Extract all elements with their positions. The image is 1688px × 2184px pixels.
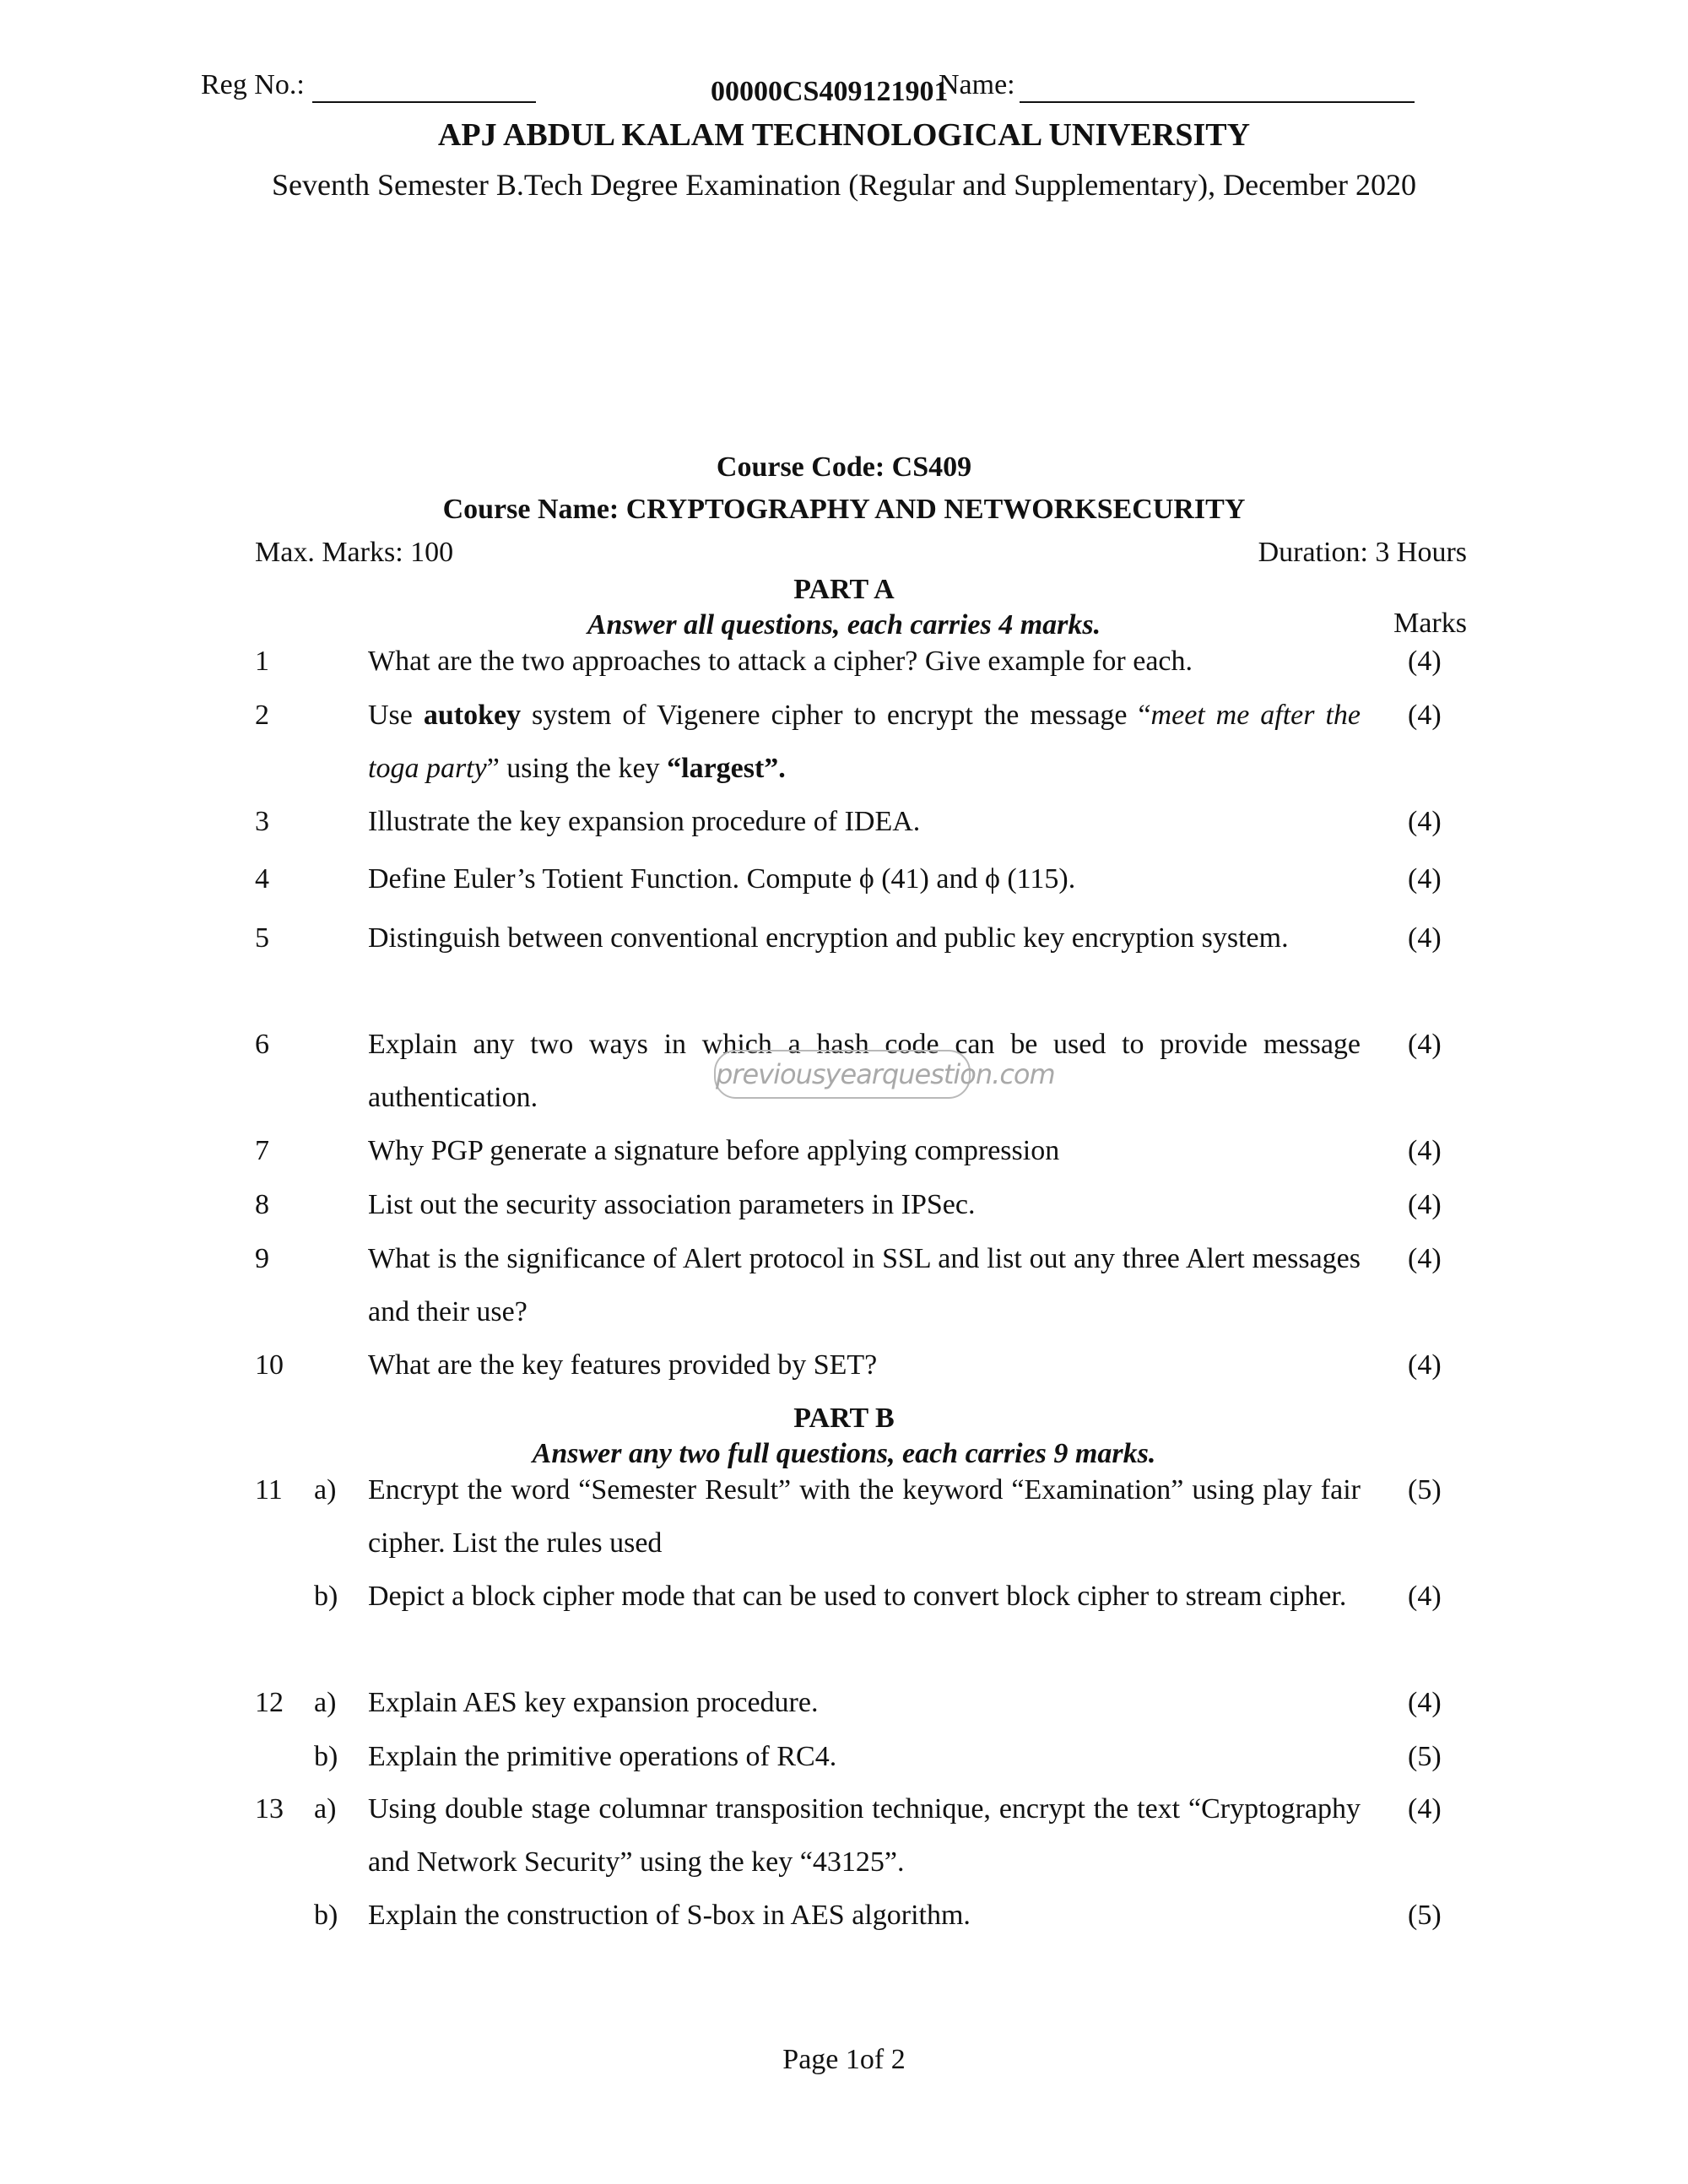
question-marks: (4): [1408, 922, 1442, 954]
course-code: Course Code: CS409: [716, 451, 972, 483]
question-number: 8: [255, 1189, 269, 1220]
question-text: Explain the construction of S-box in AES algorithm.: [368, 1900, 971, 1931]
key-largest: “largest”.: [667, 753, 786, 784]
marks-header: Marks: [1393, 608, 1467, 639]
question-number: 2: [255, 700, 269, 731]
question-marks: (4): [1408, 1135, 1442, 1166]
question-marks: (4): [1408, 806, 1442, 837]
part-a-title: PART A: [793, 574, 895, 605]
duration: Duration: 3 Hours: [1258, 537, 1467, 568]
watermark-logo: previousyearquestion.com: [714, 1050, 971, 1099]
question-number: 11: [255, 1474, 283, 1506]
question-text: What is the significance of Alert protocol in SSL and list out any three Alert messages and their use?: [368, 1243, 1361, 1327]
question-text: What are the key features provided by SET?: [368, 1349, 878, 1381]
question-marks: (5): [1408, 1474, 1442, 1506]
question-number: 10: [255, 1349, 284, 1381]
question-text: Explain the primitive operations of RC4.: [368, 1741, 837, 1772]
question-text: Use autokey system of Vigenere cipher to encrypt the message “meet me after the toga party” using the key “largest”.: [368, 700, 1361, 784]
sub-question-label: b): [314, 1581, 338, 1612]
question-text: List out the security association parameters in IPSec.: [368, 1189, 976, 1220]
question-marks: (4): [1408, 863, 1442, 895]
sub-question-label: a): [314, 1687, 337, 1718]
reg-no-blank: [312, 101, 536, 103]
name-label: Name:: [939, 69, 1015, 100]
name-blank: [1020, 101, 1415, 103]
question-text: Encrypt the word “Semester Result” with the keyword “Examination” using play fair cipher. List the rules used: [368, 1474, 1361, 1559]
question-marks: (4): [1408, 1349, 1442, 1381]
header-line: [0, 69, 1688, 111]
question-marks: (5): [1408, 1900, 1442, 1931]
question-text: Explain any two ways in which a hash code can be used to provide message authentication.: [368, 1029, 1361, 1113]
course-name: Course Name: CRYPTOGRAPHY AND NETWORKSECURITY: [442, 494, 1246, 525]
question-number: 3: [255, 806, 269, 837]
question-text: Explain AES key expansion procedure.: [368, 1687, 819, 1718]
question-number: 7: [255, 1135, 269, 1166]
question-marks: (4): [1408, 1687, 1442, 1718]
sub-question-label: a): [314, 1474, 337, 1506]
max-marks: Max. Marks: 100: [255, 537, 454, 568]
exam-title: Seventh Semester B.Tech Degree Examination (Regular and Supplementary), December 2020: [271, 168, 1417, 202]
part-b-title: PART B: [793, 1403, 895, 1434]
part-b-instruction: Answer any two full questions, each carries 9 marks.: [532, 1438, 1156, 1469]
question-number: 6: [255, 1029, 269, 1060]
sub-question-label: b): [314, 1741, 338, 1772]
question-text: What are the two approaches to attack a cipher? Give example for each.: [368, 646, 1193, 677]
keyword-autokey: autokey: [423, 700, 522, 731]
plaintext-message: meet me after the toga party: [368, 700, 1361, 784]
reg-no-label: Reg No.:: [201, 69, 305, 100]
question-marks: (4): [1408, 1793, 1442, 1825]
question-text: Using double stage columnar transposition technique, encrypt the text “Cryptography and Network Security” using the key “43125”.: [368, 1793, 1361, 1878]
question-marks: (4): [1408, 1243, 1442, 1274]
question-marks: (4): [1408, 1029, 1442, 1060]
question-marks: (4): [1408, 700, 1442, 731]
question-text: Why PGP generate a signature before applying compression: [368, 1135, 1060, 1166]
page-footer: Page 1of 2: [782, 2044, 906, 2075]
paper-code: 00000CS409121901: [711, 76, 949, 107]
question-marks: (5): [1408, 1741, 1442, 1772]
part-a-instruction: Answer all questions, each carries 4 marks.: [587, 609, 1101, 641]
question-marks: (4): [1408, 646, 1442, 677]
question-number: 12: [255, 1687, 284, 1718]
question-marks: (4): [1408, 1581, 1442, 1612]
question-text: Depict a block cipher mode that can be used to convert block cipher to stream cipher.: [368, 1581, 1347, 1612]
question-marks: (4): [1408, 1189, 1442, 1220]
question-number: 1: [255, 646, 269, 677]
university-name: APJ ABDUL KALAM TECHNOLOGICAL UNIVERSITY: [437, 117, 1251, 153]
question-number: 13: [255, 1793, 284, 1825]
sub-question-label: a): [314, 1793, 337, 1825]
question-number: 4: [255, 863, 269, 895]
question-text: Distinguish between conventional encryption and public key encryption system.: [368, 922, 1289, 954]
question-text: Define Euler’s Totient Function. Compute ϕ (41) and ϕ (115).: [368, 863, 1076, 895]
question-text: Illustrate the key expansion procedure of IDEA.: [368, 806, 921, 837]
question-number: 9: [255, 1243, 269, 1274]
question-number: 5: [255, 922, 269, 954]
sub-question-label: b): [314, 1900, 338, 1931]
